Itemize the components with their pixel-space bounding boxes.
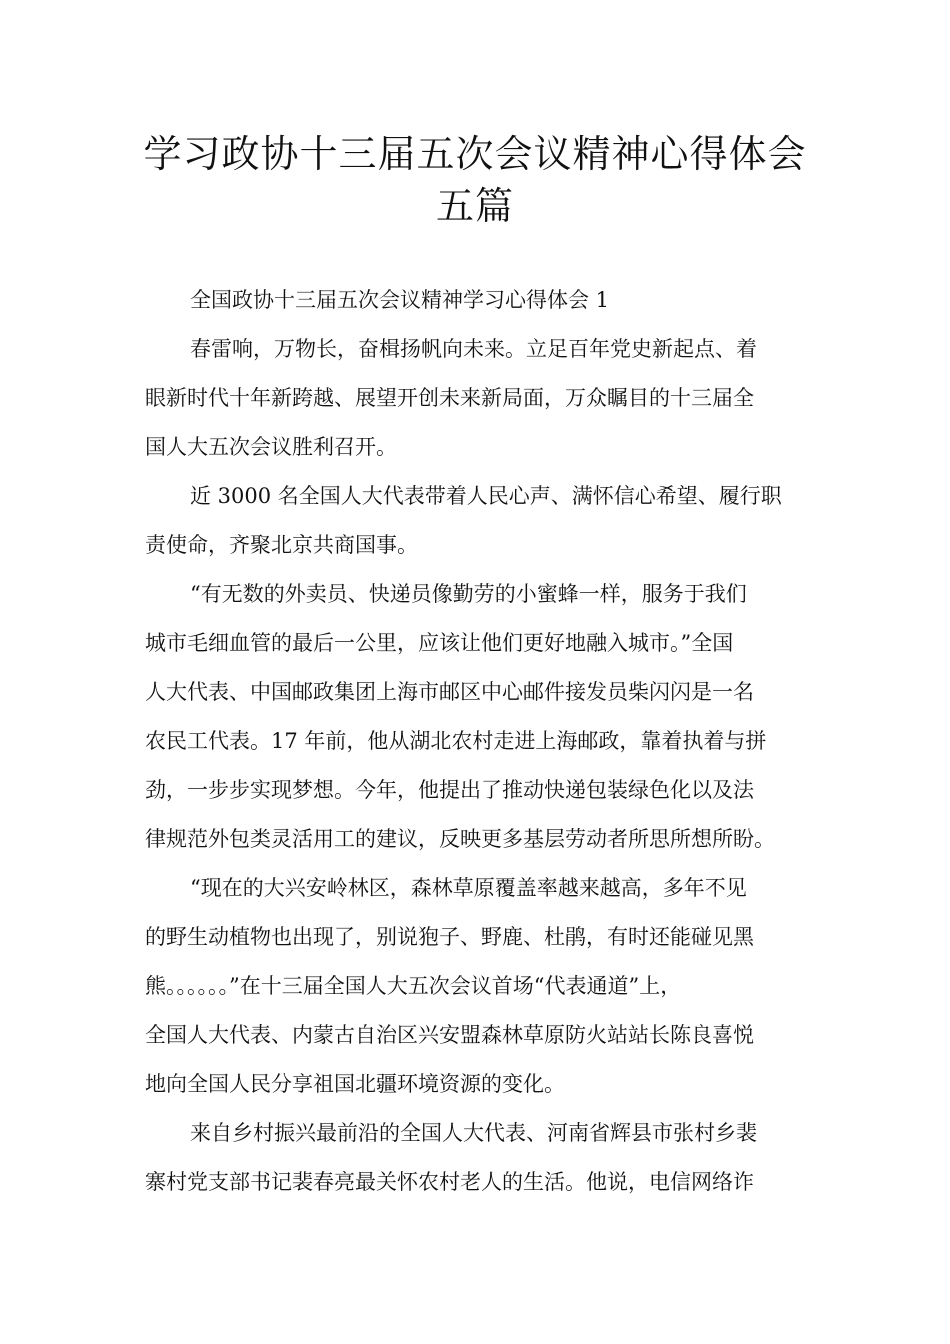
body-text-line: 劲，一步步实现梦想。今年，他提出了推动快递包装绿色化以及法 (145, 778, 754, 802)
body-text-line: 城市毛细血管的最后一公里，应该让他们更好地融入城市。”全国 (145, 631, 734, 655)
document-title-line-1: 学习政协十三届五次会议精神心得体会 (143, 132, 807, 176)
document-body (145, 276, 810, 1207)
body-text-line: 人大代表、中国邮政集团上海市邮区中心邮件接发员柴闪闪是一名 (145, 680, 754, 704)
body-text-line: 农民工代表。17 年前，他从湖北农村走进上海邮政，靠着执着与拼 (145, 729, 767, 753)
body-text-line: 的野生动植物也出现了，别说狍子、野鹿、杜鹃，有时还能碰见黑 (145, 925, 754, 949)
body-text-line: 近 3000 名全国人大代表带着人民心声、满怀信心希望、履行职 (190, 484, 782, 508)
body-text-line: 全国政协十三届五次会议精神学习心得体会 1 (190, 288, 610, 312)
body-text-line: 律规范外包类灵活用工的建议，反映更多基层劳动者所思所想所盼。 (145, 827, 775, 851)
body-text-line: 地向全国人民分享祖国北疆环境资源的变化。 (145, 1072, 565, 1096)
body-text-line: 寨村党支部书记裴春亮最关怀农村老人的生活。他说，电信网络诈 (145, 1170, 754, 1194)
body-text-line: “有无数的外卖员、快递员像勤劳的小蜜蜂一样，服务于我们 (190, 582, 747, 606)
body-text-line: 熊。。。。。。”在十三届全国人大五次会议首场“代表通道”上， (145, 974, 682, 998)
body-text-line: 来自乡村振兴最前沿的全国人大代表、河南省辉县市张村乡裴 (190, 1121, 757, 1145)
body-text-line: 责使命，齐聚北京共商国事。 (145, 533, 418, 557)
body-text-line: 全国人大代表、内蒙古自治区兴安盟森林草原防火站站长陈良喜悦 (145, 1023, 754, 1047)
body-text-line: 国人大五次会议胜利召开。 (145, 435, 397, 459)
body-text-line: “现在的大兴安岭林区，森林草原覆盖率越来越高，多年不见 (190, 876, 747, 900)
body-text-line: 春雷响，万物长，奋楫扬帆向未来。立足百年党史新起点、着 (190, 337, 757, 361)
body-text-line: 眼新时代十年新跨越、展望开创未来新局面，万众瞩目的十三届全 (145, 386, 754, 410)
document-title-line-2: 五篇 (435, 184, 514, 228)
